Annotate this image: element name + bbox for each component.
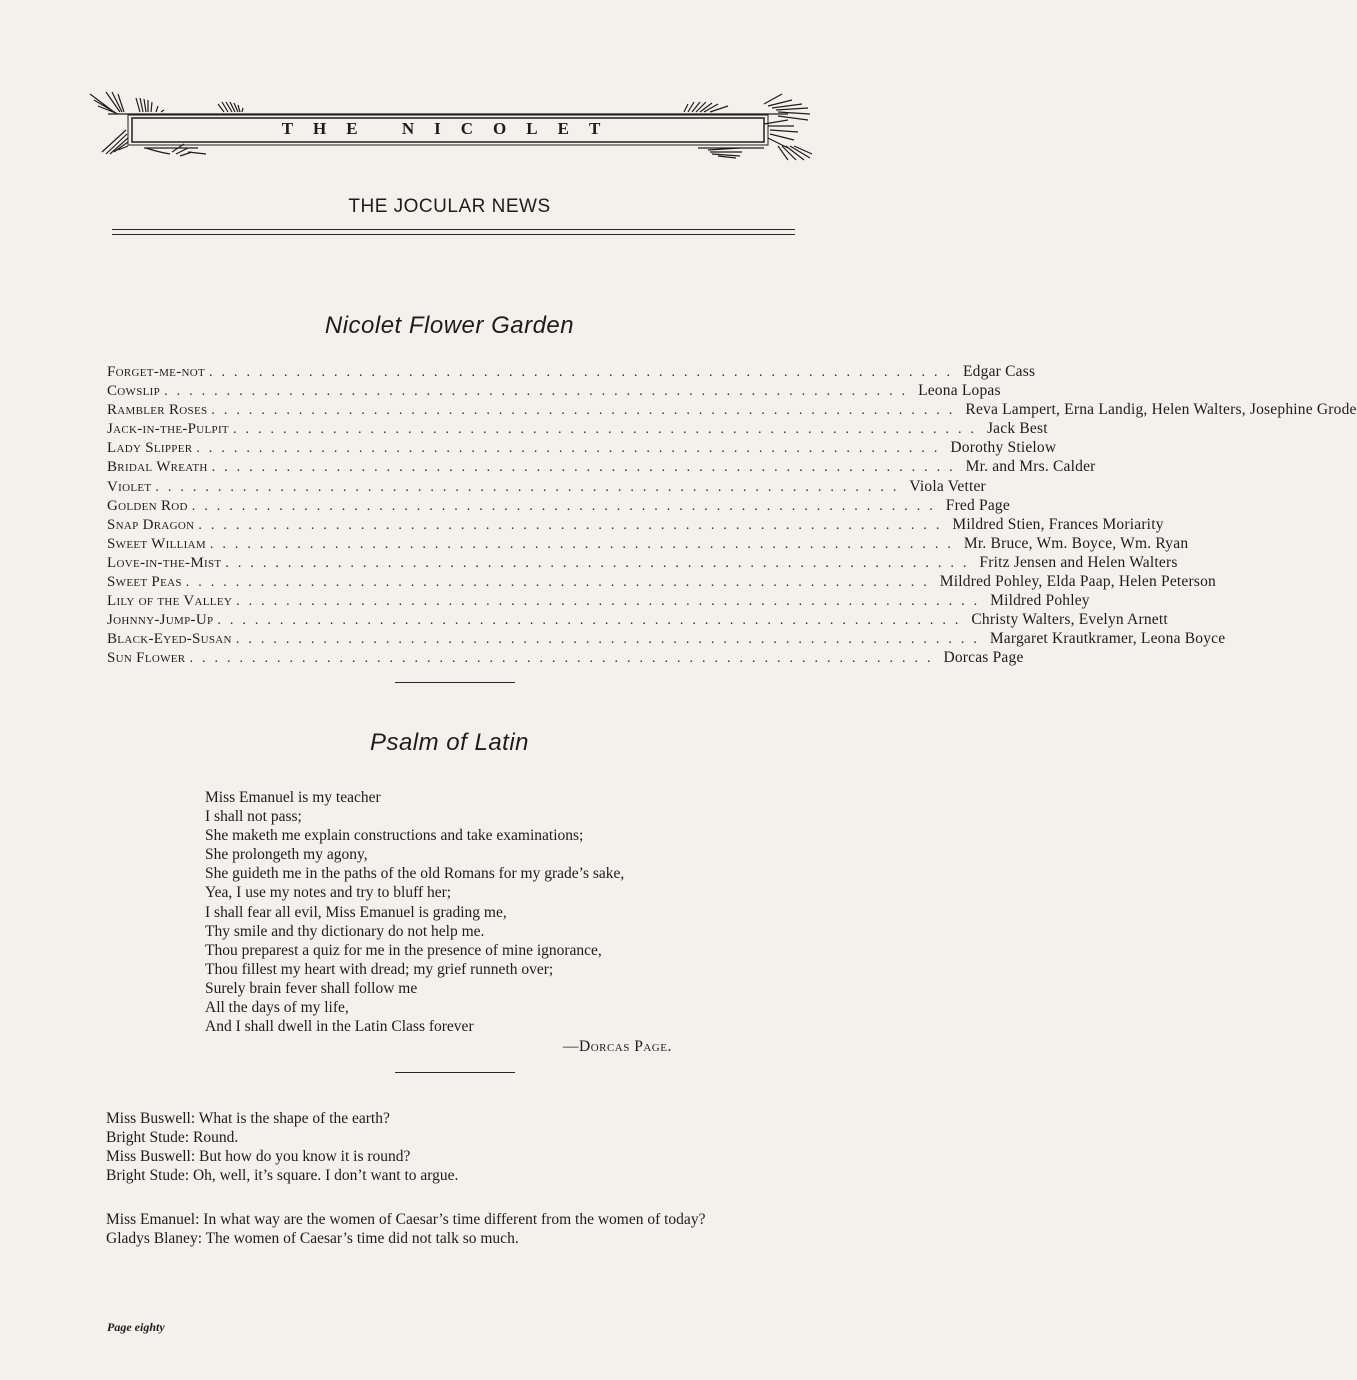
person-name: Mildred Stien, Frances Moriarity [952,515,1164,533]
double-rule [112,229,795,235]
list-item [107,457,1096,476]
person-name: Reva Lampert, Erna Landig, Helen Walters, Josephine Grode [965,401,1357,419]
psalm-heading: Psalm of Latin [369,729,530,756]
person-name: Margaret Krautkramer, Leona Boyce [989,630,1226,648]
flower-name: Sweet Peas [107,574,182,591]
flower-name: Violet [107,478,152,495]
list-item [107,591,1090,610]
divider-rule [395,1072,515,1073]
dot-leader: ............................................................ [209,365,960,380]
psalm-signature: —Dorcas Page. [563,1038,672,1055]
list-item [107,419,1048,438]
divider-rule [395,682,515,683]
psalm-line: Miss Emanuel is my teacher [205,789,381,806]
dialogue-line: Bright Stude: Oh, well, it’s square. I don’t want to argue. [106,1167,459,1185]
dot-leader: ............................................................ [217,613,968,629]
person-name: Christy Walters, Evelyn Arnett [971,611,1168,629]
dot-leader: ............................................................ [235,632,986,648]
page-number: Page eighty [107,1320,165,1334]
list-item [107,629,1226,648]
dialogue-line: Miss Emanuel: In what way are the women of Caesar’s time different from the women of today? [106,1211,706,1228]
dot-leader: ............................................................ [164,384,915,400]
flower-name: Sun Flower [107,650,186,667]
psalm-line: Thy smile and thy dictionary do not help me. [205,922,485,940]
flower-name: Rambler Roses [107,402,208,419]
flower-name: Bridal Wreath [107,459,208,476]
psalm-line: I shall not pass; [205,808,302,826]
masthead-title: THE NICOLET [281,119,621,138]
list-item [107,572,1216,591]
list-item [107,362,1036,381]
flower-name: Jack-in-the-Pulpit [107,421,229,438]
flower-name: Cowslip [107,383,161,400]
flower-garden-heading: Nicolet Flower Garden [324,312,575,339]
psalm-line: She maketh me explain constructions and take examinations; [205,827,584,845]
flower-name: Snap Dragon [107,516,195,533]
psalm-line: Yea, I use my notes and try to bluff her; [205,884,452,902]
dialogue-line: Miss Buswell: What is the shape of the earth? [106,1110,390,1127]
psalm-line: All the days of my life, [205,999,349,1017]
flower-name: Love-in-the-Mist [107,554,222,571]
section-title: THE JOCULAR NEWS [348,196,551,217]
flower-name: Sweet William [107,535,206,552]
dot-leader: ............................................................ [155,479,906,495]
list-item [107,515,1164,534]
psalm-line: And I shall dwell in the Latin Class forever [205,1018,474,1036]
person-name: Fritz Jensen and Helen Walters [979,553,1178,571]
dot-leader: ............................................................ [196,441,947,457]
person-name: Mr. Bruce, Wm. Boyce, Wm. Ryan [963,534,1189,552]
list-item [107,610,1168,629]
list-item [107,381,1001,400]
dialogue-emanuel [106,1210,705,1248]
dot-leader: ............................................................ [198,517,949,533]
list-item [107,534,1189,553]
flower-name: Black-Eyed-Susan [107,631,232,648]
dot-leader: ............................................................ [191,498,942,514]
person-name: Fred Page [945,496,1010,514]
psalm-line: Thou fillest my heart with dread; my grief runneth over; [205,960,554,978]
dot-leader: ............................................................ [211,460,962,476]
header-banner [88,90,814,165]
person-name: Edgar Cass [963,363,1036,380]
person-name: Dorcas Page [943,649,1024,667]
person-name: Mildred Pohley [990,592,1090,610]
list-item [107,553,1178,572]
list-item [107,496,1010,515]
list-item [107,438,1057,457]
dialogue-line: Miss Buswell: But how do you know it is round? [106,1148,411,1166]
flower-list [107,362,1357,668]
psalm-poem [205,788,725,1036]
person-name: Leona Lopas [918,382,1001,400]
person-name: Viola Vetter [909,477,986,495]
flower-name: Lily of the Valley [107,593,233,610]
list-item [107,477,986,496]
dialogue-line: Bright Stude: Round. [106,1129,239,1147]
flower-name: Lady Slipper [107,440,193,457]
flower-name: Golden Rod [107,497,188,514]
dot-leader: ............................................................ [232,422,983,438]
flower-name: Forget-me-not [107,364,206,380]
person-name: Dorothy Stielow [950,439,1057,457]
list-item [107,400,1357,419]
dialogue-line: Gladys Blaney: The women of Caesar’s time did not talk so much. [106,1230,519,1248]
psalm-line: Surely brain fever shall follow me [205,979,418,997]
person-name: Mildred Pohley, Elda Paap, Helen Peterson [939,573,1216,591]
psalm-line: She guideth me in the paths of the old Romans for my grade’s sake, [205,865,625,883]
person-name: Mr. and Mrs. Calder [965,458,1096,476]
dot-leader: ............................................................ [189,651,940,667]
dot-leader: ............................................................ [211,403,962,419]
dot-leader: ............................................................ [185,575,936,591]
list-item [107,648,1024,667]
dot-leader: ............................................................ [209,536,960,552]
person-name: Jack Best [986,420,1048,438]
dialogue-buswell [106,1109,458,1185]
psalm-line: She prolongeth my agony, [205,846,368,864]
dot-leader: ............................................................ [236,594,987,610]
psalm-line: Thou preparest a quiz for me in the presence of mine ignorance, [205,941,602,959]
dot-leader: ............................................................ [225,555,976,571]
flower-name: Johnny-Jump-Up [107,612,214,629]
psalm-line: I shall fear all evil, Miss Emanuel is grading me, [205,903,507,921]
